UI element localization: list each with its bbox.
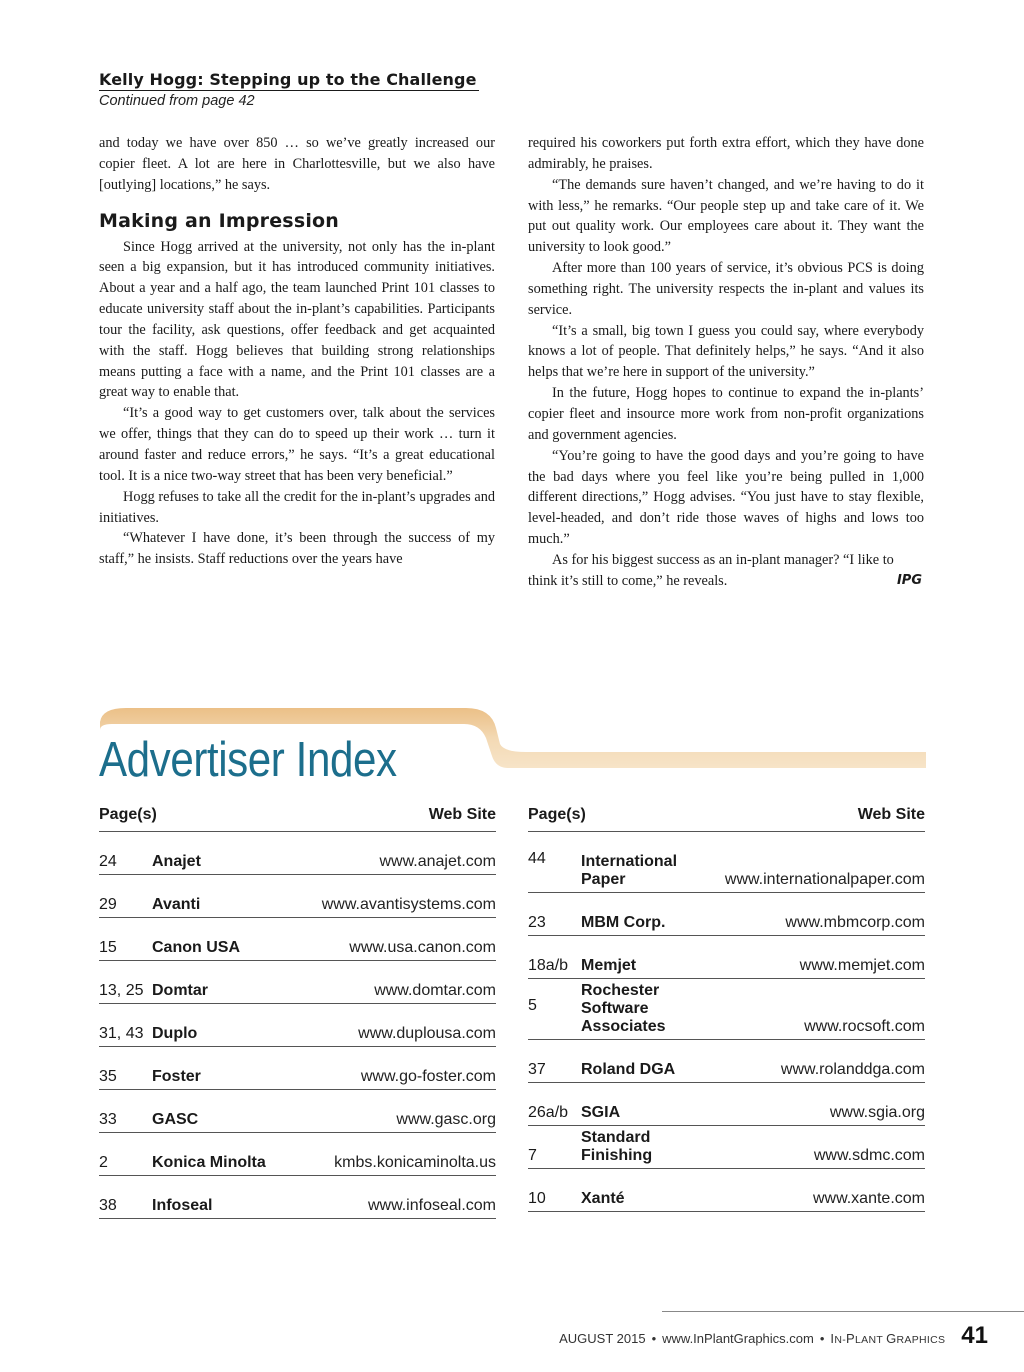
table-row: [528, 979, 925, 1040]
paragraph: “The demands sure haven’t changed, and we’re having to do it with less,” he remarks. “Our people step up and take care of it. We put out quality work. Our employees care about it. They want the university to look good.”: [528, 176, 924, 256]
row-pages: 24: [99, 853, 117, 870]
table-row: [528, 1040, 925, 1083]
row-website-link[interactable]: www.anajet.com: [379, 853, 496, 870]
table-header: [528, 806, 925, 832]
row-pages: 38: [99, 1197, 117, 1214]
row-pages: 18a/b: [528, 957, 569, 974]
table-row: [528, 1126, 925, 1169]
row-pages: 37: [528, 1061, 546, 1078]
table-row: [99, 1090, 496, 1133]
row-pages: 10: [528, 1190, 546, 1207]
table-row: [99, 875, 496, 918]
row-website-link[interactable]: www.sgia.org: [829, 1104, 925, 1121]
row-advertiser: Xanté: [581, 1190, 625, 1207]
paragraph: [528, 550, 924, 592]
row-website-link[interactable]: www.duplousa.com: [358, 1025, 496, 1042]
row-advertiser: Standard Finishing: [581, 1129, 653, 1164]
header-pages: Page(s): [528, 806, 586, 823]
paragraph: “It’s a good way to get customers over, talk about the services we offer, things that they can do to speed up their work … turn it around faster and reduce errors,” he says. “It’s a great educational tool. It is a nice two-way street that has been very beneficial.”: [99, 405, 495, 484]
table-row: [99, 1176, 496, 1219]
continued-note: Continued from page 42: [99, 93, 255, 109]
paragraph: In the future, Hogg hopes to continue to expand the in-plants’ copier fleet and insource more work from non-profit organizations and government agencies.: [528, 385, 924, 443]
row-website-link[interactable]: www.internationalpaper.com: [724, 871, 925, 888]
article-title: Kelly Hogg: Stepping up to the Challenge: [99, 70, 479, 91]
row-pages: 31, 43: [99, 1025, 144, 1042]
table-row: [528, 1169, 925, 1212]
paragraph: “It’s a small, big town I guess you could say, where everybody knows a lot of people. That definitely helps,” he says. “And it also helps that we’re here in support of the university.”: [528, 322, 924, 381]
row-website-link[interactable]: www.xante.com: [812, 1190, 925, 1207]
row-pages: 44: [528, 850, 546, 867]
row-website-link[interactable]: www.mbmcorp.com: [785, 914, 925, 931]
footer-date: AUGUST 2015: [559, 1331, 646, 1346]
table-row: [528, 832, 925, 893]
closing-text: As for his biggest success as an in-plant manager? “I like to think it’s still to come,” he reveals.: [528, 551, 894, 589]
header-site: Web Site: [857, 806, 925, 823]
table-row: [99, 1133, 496, 1176]
row-advertiser: Konica Minolta: [152, 1154, 266, 1171]
row-website-link[interactable]: www.gasc.org: [396, 1111, 496, 1128]
table-row: [528, 1083, 925, 1126]
advertiser-line: Associates: [581, 1018, 666, 1035]
table-row: [99, 918, 496, 961]
section-heading: Making an Impression: [99, 209, 340, 232]
paragraph: required his coworkers put forth extra effort, which they have done admirably, he praises.: [528, 135, 924, 172]
footer-rule: [662, 1311, 1024, 1312]
row-website-link[interactable]: www.avantisystems.com: [321, 896, 496, 913]
table-row: [99, 1047, 496, 1090]
row-advertiser: MBM Corp.: [581, 914, 666, 931]
row-pages: 2: [99, 1154, 108, 1171]
row-pages: 13, 25: [99, 982, 144, 999]
row-advertiser: Memjet: [581, 957, 637, 974]
row-pages: 35: [99, 1068, 117, 1085]
table-row: [99, 961, 496, 1004]
advertiser-index-title: Advertiser Index: [99, 733, 397, 787]
row-pages: 7: [528, 1147, 537, 1164]
signoff: IPG: [896, 572, 922, 588]
row-advertiser: Canon USA: [152, 939, 240, 956]
article-column-left: [99, 133, 495, 570]
bullet-icon: •: [651, 1331, 657, 1346]
row-website-link[interactable]: www.go-foster.com: [360, 1068, 496, 1085]
row-website-link[interactable]: www.infoseal.com: [367, 1197, 496, 1214]
advertiser-line: Paper: [581, 871, 626, 888]
bullet-icon: •: [819, 1331, 825, 1346]
table-header: [99, 806, 496, 832]
paragraph: Since Hogg arrived at the university, not only has the in-plant seen a big expansion, but it has introduced community initiatives. About a year and a half ago, the team launched Print 101 classes to educate university staff about the in-plant’s capabilities. Participants tour the facility, ask questions, offer feedback and get acquainted with the staff. Hogg believes that building strong relationships means putting a face with a name, and the Print 101 classes are a great way to enable that.: [99, 238, 495, 401]
row-website-link[interactable]: www.rocsoft.com: [804, 1018, 925, 1035]
row-advertiser: Domtar: [152, 982, 209, 999]
table-row: [99, 1004, 496, 1047]
advertiser-line: International: [581, 853, 678, 870]
row-website-link[interactable]: kmbs.konicaminolta.us: [334, 1154, 496, 1171]
table-row: [99, 832, 496, 875]
row-advertiser: Infoseal: [152, 1197, 213, 1214]
row-advertiser: Avanti: [152, 896, 201, 913]
row-website-link[interactable]: www.memjet.com: [799, 957, 925, 974]
page-number: 41: [961, 1322, 988, 1349]
page-footer: [559, 1322, 988, 1350]
article-column-right: [528, 133, 924, 592]
table-row: [528, 893, 925, 936]
row-website-link[interactable]: www.sdmc.com: [813, 1147, 925, 1164]
row-pages: 15: [99, 939, 117, 956]
advertiser-table-left: [99, 806, 496, 1219]
row-pages: 26a/b: [528, 1104, 569, 1121]
row-advertiser: Duplo: [152, 1025, 198, 1042]
advertiser-line: Rochester Software: [581, 982, 660, 1017]
row-advertiser: SGIA: [581, 1104, 621, 1121]
row-website-link[interactable]: www.usa.canon.com: [349, 939, 496, 956]
row-advertiser: Roland DGA: [581, 1061, 676, 1078]
row-pages: 5: [528, 997, 537, 1014]
advertiser-table-right: [528, 806, 925, 1212]
row-advertiser: Foster: [152, 1068, 201, 1085]
row-website-link[interactable]: www.rolanddga.com: [780, 1061, 925, 1078]
row-advertiser: [581, 853, 721, 889]
paragraph: “You’re going to have the good days and you’re going to have the bad days where you feel like you’re being pulled in 1,000 different directions,” Hogg advises. “You just have to stay flexible, level-headed, and don’t ride those waves of highs and lows too much.”: [528, 447, 924, 548]
row-pages: 23: [528, 914, 546, 931]
footer-url[interactable]: www.InPlantGraphics.com: [662, 1331, 814, 1346]
table-row: [528, 936, 925, 979]
header-site: Web Site: [428, 806, 496, 823]
row-website-link[interactable]: www.domtar.com: [374, 982, 496, 999]
paragraph: and today we have over 850 … so we’ve greatly increased our copier fleet. A lot are here in Charlottesville, but we also have [outlying] locations,” he says.: [99, 135, 495, 193]
row-advertiser: [581, 982, 721, 1036]
row-pages: 33: [99, 1111, 117, 1128]
paragraph: “Whatever I have done, it’s been through the success of my staff,” he insists. Staff reductions over the years have: [99, 530, 495, 568]
paragraph: After more than 100 years of service, it’s obvious PCS is doing something right. The university respects the in-plant and values its service.: [528, 260, 924, 318]
publication-name: IN-PLANT GRAPHICS: [830, 1331, 946, 1346]
row-advertiser: Anajet: [152, 853, 201, 870]
header-pages: Page(s): [99, 806, 157, 823]
row-pages: 29: [99, 896, 117, 913]
article-header: [99, 70, 479, 109]
paragraph: Hogg refuses to take all the credit for the in-plant’s upgrades and initiatives.: [99, 488, 495, 526]
row-advertiser: GASC: [152, 1111, 199, 1128]
